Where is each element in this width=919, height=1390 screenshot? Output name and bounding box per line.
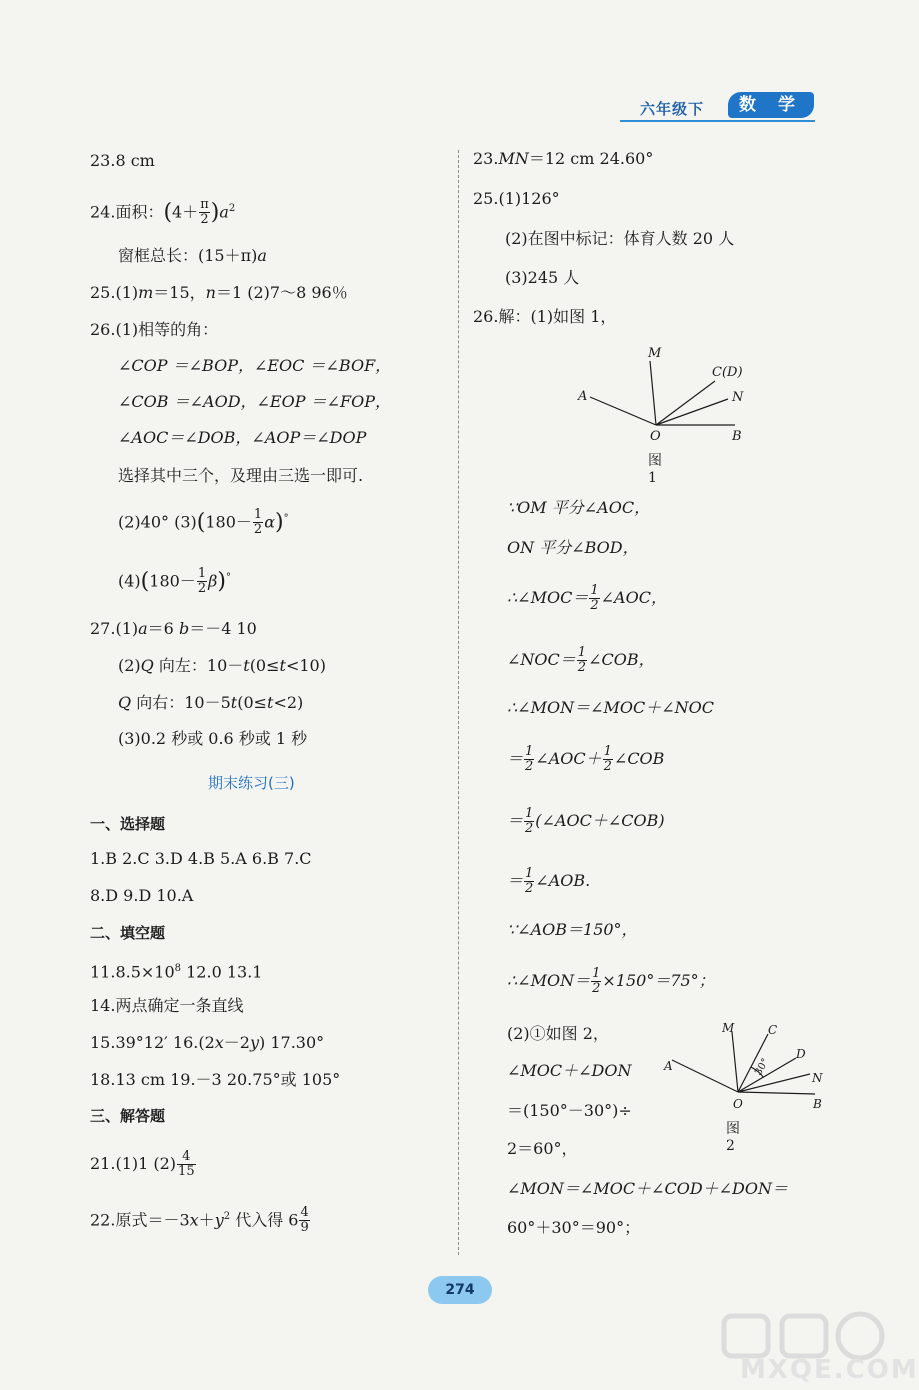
step-mon-result xyxy=(507,967,715,996)
text: ∠COB， xyxy=(588,650,655,669)
numerator: 1 xyxy=(590,583,599,598)
watermark-text: MXQE.COM xyxy=(740,1355,919,1385)
var: MN xyxy=(498,149,529,168)
answer-27-1 xyxy=(90,618,257,640)
label-n: N xyxy=(732,390,744,405)
answer-26-4 xyxy=(118,567,231,596)
step-om-bisects: ∵OM 平分∠AOC， xyxy=(507,498,651,517)
answer-27-3: (3)0.2 秒或 0.6 秒或 1 秒 xyxy=(118,729,308,748)
choice-answers-2: 8.D 9.D 10.A xyxy=(90,886,194,905)
text: 24.面积： xyxy=(90,202,164,222)
angle-label: 30° xyxy=(753,1056,772,1078)
answer-26-2-3 xyxy=(118,508,289,537)
text: 15.39°12′ 16.(2 xyxy=(90,1033,215,1052)
denominator: 2 xyxy=(197,581,207,597)
text: ∠AOC＋ xyxy=(535,749,602,768)
text: 25.(1) xyxy=(90,283,139,302)
var: x xyxy=(189,1210,199,1230)
step-aob xyxy=(507,867,590,896)
exponent: 2 xyxy=(223,1211,231,1222)
answer-26-intro: 26.解：(1)如图 1， xyxy=(473,307,617,326)
text: ＝ xyxy=(507,749,524,768)
answer-24-area xyxy=(90,198,235,227)
fraction xyxy=(589,584,599,613)
denominator: 2 xyxy=(525,881,534,896)
denominator: 15 xyxy=(178,1164,195,1179)
answer-23: 23.8 cm xyxy=(90,151,155,170)
answer-25 xyxy=(90,282,348,304)
text: ∴∠MOC＝ xyxy=(507,588,589,607)
text: 4＋ xyxy=(172,202,199,222)
step-noc xyxy=(507,646,655,675)
step-factor xyxy=(507,807,665,836)
answer-26-angles-1: ∠COP ＝∠BOP，∠EOC ＝∠BOF， xyxy=(118,356,392,375)
text: 180－ xyxy=(205,512,252,532)
fraction xyxy=(253,508,263,537)
answer-26-head: 26.(1)相等的角： xyxy=(90,320,219,339)
fraction xyxy=(177,1150,196,1179)
grade-label: 六年级下 xyxy=(640,100,705,118)
ray-om xyxy=(650,361,656,425)
text: ∠COB xyxy=(613,749,665,768)
text: ) 17.30° xyxy=(259,1033,325,1052)
exponent: 2 xyxy=(228,203,236,214)
ray-om xyxy=(732,1032,738,1092)
fraction xyxy=(577,646,587,675)
denominator: 2 xyxy=(253,522,263,538)
text: 180－ xyxy=(149,571,196,591)
text: ∠AOC， xyxy=(600,588,667,607)
figure-2 xyxy=(660,1018,830,1118)
text: <10) xyxy=(285,656,326,675)
figure-2-caption: 图 2 xyxy=(726,1121,740,1154)
text: 11.8.5×10 xyxy=(90,962,175,982)
fraction xyxy=(197,567,207,596)
fraction xyxy=(199,198,210,227)
paren: ( xyxy=(196,509,206,535)
answer-27-2a xyxy=(118,655,326,677)
text: ＝15， xyxy=(153,283,206,302)
text: ∴∠MON＝ xyxy=(507,971,591,990)
fill-18-20: 18.13 cm 19.－3 20.75°或 105° xyxy=(90,1070,341,1089)
text: 向左：10－ xyxy=(153,656,244,675)
step-result-60: 2＝60°， xyxy=(507,1139,578,1158)
paren: ) xyxy=(210,199,220,225)
step-moc-don: ∠MOC＋∠DON xyxy=(507,1061,632,1080)
fraction xyxy=(524,807,534,836)
solve-22 xyxy=(90,1206,311,1235)
paren: ( xyxy=(163,199,173,225)
var: m xyxy=(138,283,154,302)
text: ＝1 (2)7～8 96％ xyxy=(215,283,348,302)
label-o: O xyxy=(733,1097,743,1111)
page-number: 274 xyxy=(428,1276,492,1304)
ray-oc xyxy=(656,381,715,425)
choice-answers-1: 1.B 2.C 3.D 4.B 5.A 6.B 7.C xyxy=(90,849,312,868)
fill-14: 14.两点确定一条直线 xyxy=(90,996,244,1015)
var: t xyxy=(230,693,238,712)
text: ＝ xyxy=(507,811,524,830)
fill-11-13 xyxy=(90,958,262,983)
numerator: 1 xyxy=(525,744,534,759)
figure-1 xyxy=(570,345,760,445)
label-n: N xyxy=(812,1071,823,1085)
ray-oa xyxy=(672,1060,738,1092)
fraction xyxy=(591,967,601,996)
section-title: 期末练习(三) xyxy=(208,774,295,792)
text: (0≤ xyxy=(249,656,280,675)
numerator: 1 xyxy=(525,806,534,821)
exponent: 8 xyxy=(174,963,182,974)
page-header xyxy=(620,92,820,126)
fraction xyxy=(299,1206,309,1235)
step-aob-value: ∵∠AOB＝150°， xyxy=(507,920,638,939)
ray-oa xyxy=(590,397,656,425)
heading-solve: 三、解答题 xyxy=(90,1107,166,1125)
denominator: 2 xyxy=(603,759,612,774)
text: ＝ xyxy=(507,871,524,890)
answer-26-angles-3: ∠AOC＝∠DOB，∠AOP＝∠DOP xyxy=(118,428,367,447)
label-b: B xyxy=(813,1097,822,1111)
text: ∠NOC＝ xyxy=(507,650,576,669)
label-a: A xyxy=(578,389,588,404)
numerator: 1 xyxy=(577,645,587,660)
text: ∠AOB. xyxy=(535,871,591,890)
numerator: 1 xyxy=(603,744,612,759)
denominator: 9 xyxy=(300,1220,309,1236)
heading-choice: 一、选择题 xyxy=(90,815,166,833)
fraction xyxy=(603,745,613,774)
text: (4) xyxy=(118,571,141,591)
denominator: 2 xyxy=(525,759,534,774)
var: y xyxy=(214,1210,224,1230)
solve-21 xyxy=(90,1150,197,1179)
text: 代入得 6 xyxy=(230,1210,299,1230)
numerator: 1 xyxy=(253,507,263,523)
answer-25-3: (3)245 人 xyxy=(505,268,580,287)
text: ＝12 cm 24.60° xyxy=(528,149,654,168)
label-c: C xyxy=(768,1023,778,1037)
paren: ) xyxy=(217,568,226,594)
fraction xyxy=(524,745,534,774)
step-on-bisects: ON 平分∠BOD， xyxy=(507,538,639,557)
text: 27.(1) xyxy=(90,619,139,638)
numerator: 1 xyxy=(197,566,207,582)
numerator: 4 xyxy=(300,1205,309,1221)
figure-1-caption: 图 1 xyxy=(648,453,662,486)
text: 23. xyxy=(473,149,499,168)
var: b xyxy=(178,619,190,638)
answer-24-frame xyxy=(118,245,267,267)
numerator: 1 xyxy=(592,966,601,981)
text: 22.原式＝－3 xyxy=(90,1210,190,1230)
answer-25-2: (2)在图中标记：体育人数 20 人 xyxy=(505,229,735,248)
var: x xyxy=(214,1033,224,1052)
denominator: 2 xyxy=(577,660,587,675)
text: 窗框总长：(15＋π) xyxy=(118,246,258,265)
answer-26-note: 选择其中三个，及理由三选一即可. xyxy=(118,466,364,485)
label-b: B xyxy=(732,429,742,444)
var: a xyxy=(219,202,229,222)
header-rule xyxy=(620,120,815,122)
text: －2 xyxy=(223,1033,250,1052)
text: 12.0 13.1 xyxy=(181,962,263,982)
degree: ° xyxy=(283,513,289,524)
answer-27-2b xyxy=(118,692,303,714)
label-m: M xyxy=(722,1021,735,1035)
column-divider xyxy=(458,150,459,1255)
step-result-90: 60°＋30°＝90°； xyxy=(507,1218,641,1237)
step-mon-total: ∠MON＝∠MOC＋∠COD＋∠DON＝ xyxy=(507,1179,789,1198)
degree: ° xyxy=(225,572,231,583)
numerator: π xyxy=(200,197,209,213)
text: 21.(1)1 (2) xyxy=(90,1154,177,1173)
text: ＋ xyxy=(198,1210,215,1230)
step-halves xyxy=(507,745,664,774)
numerator: 4 xyxy=(177,1150,196,1165)
part-2-intro: (2)①如图 2， xyxy=(507,1024,609,1043)
denominator: 2 xyxy=(200,212,209,228)
text: 向右：10－5 xyxy=(131,693,231,712)
denominator: 2 xyxy=(525,821,534,836)
paren: ( xyxy=(140,568,150,594)
answer-26-angles-2: ∠COB ＝∠AOD，∠EOP ＝∠FOP， xyxy=(118,392,391,411)
step-moc xyxy=(507,584,667,613)
fraction xyxy=(524,867,534,896)
text: ＝－4 10 xyxy=(189,619,257,638)
fill-15-17 xyxy=(90,1032,324,1054)
text: ＝6 xyxy=(147,619,179,638)
label-cd: C(D) xyxy=(712,365,743,380)
var: a xyxy=(257,246,267,265)
label-a: A xyxy=(664,1059,673,1073)
answer-25-1: 25.(1)126° xyxy=(473,189,560,208)
denominator: 2 xyxy=(590,598,599,613)
var: t xyxy=(243,656,250,675)
var: t xyxy=(267,693,274,712)
text: (2) xyxy=(118,656,141,675)
var: Q xyxy=(118,693,132,712)
var: Q xyxy=(140,656,154,675)
text: <2) xyxy=(273,693,304,712)
step-calc: ＝(150°－30°)÷ xyxy=(507,1101,632,1120)
var: β xyxy=(208,571,218,591)
heading-fill: 二、填空题 xyxy=(90,924,166,942)
text: (2)40° (3) xyxy=(118,512,197,532)
ray-ob xyxy=(738,1092,815,1094)
ray-on xyxy=(738,1074,810,1092)
var: t xyxy=(279,656,286,675)
paren: ) xyxy=(275,509,284,535)
label-d: D xyxy=(796,1047,806,1061)
label-m: M xyxy=(648,346,662,361)
denominator: 2 xyxy=(592,981,601,996)
step-mon-sum: ∴∠MON＝∠MOC＋∠NOC xyxy=(507,698,715,717)
text: (∠AOC＋∠COB) xyxy=(535,811,665,830)
var: n xyxy=(205,283,216,302)
answer-23-24 xyxy=(473,148,653,170)
text: ×150°＝75°； xyxy=(602,971,715,990)
text: (0≤ xyxy=(237,693,268,712)
numerator: 1 xyxy=(525,866,534,881)
var: α xyxy=(264,512,276,532)
ray-on xyxy=(656,399,728,425)
label-o: O xyxy=(650,429,661,444)
subject-badge: 数 学 xyxy=(728,92,814,118)
var: a xyxy=(138,619,148,638)
var: y xyxy=(249,1033,260,1052)
